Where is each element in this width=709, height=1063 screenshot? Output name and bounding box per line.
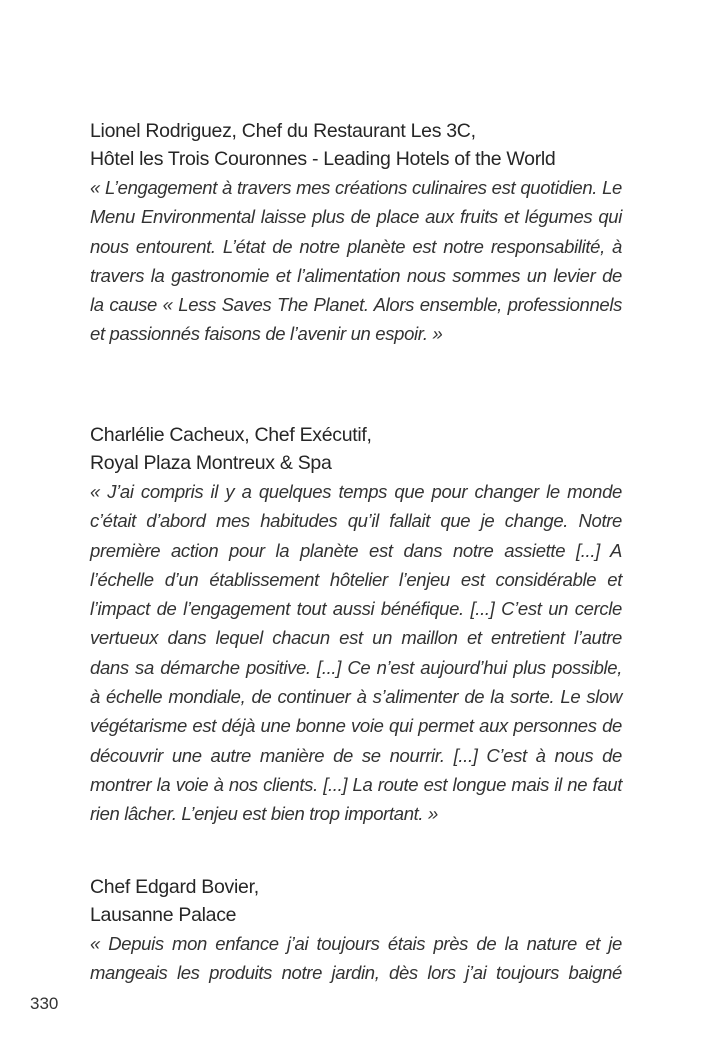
heading-line-name: Chef Edgard Bovier, — [90, 876, 259, 898]
testimonial-bovier — [90, 873, 622, 988]
heading-line-venue: Royal Plaza Montreux & Spa — [90, 452, 332, 474]
testimonial-quote: « L’engagement à travers mes créations culinaires est quotidien. Le Menu Environmental laisse plus de place aux fruits et légumes qui nous entourent. L’état de notre planète est notre responsabilité, à travers la gastronomie et l’alimentation nous sommes un levier de la cause « Less Saves The Planet. Alors ensemble, professionnels et passionnés faisons de l’avenir un espoir. » — [90, 177, 622, 345]
testimonial-heading — [90, 117, 622, 173]
testimonial-heading — [90, 421, 622, 477]
heading-line-name: Lionel Rodriguez, Chef du Restaurant Les 3C, — [90, 120, 476, 142]
testimonial-heading — [90, 873, 622, 929]
page-number: 330 — [30, 994, 59, 1013]
testimonial-quote: « Depuis mon enfance j’ai toujours étais près de la nature et je mangeais les produits notre jardin, dès lors j’ai toujours baigné — [90, 933, 622, 984]
testimonial-quote: « J’ai compris il y a quelques temps que pour changer le monde c’était d’abord mes habitudes qu’il fallait que je change. Notre première action pour la planète est dans notre assiette [...] A l’échelle d’un établissement hôtelier l’enjeu est considérable et l’impact de l’engagement tout aussi bénéfique. [...] C’est un cercle vertueux dans lequel chacun est un maillon et entretient l’autre dans sa démarche positive. [...] Ce n’est aujourd’hui plus possible, à échelle mondiale, de continuer à s’alimenter de la sorte. Le slow végétarisme est déjà une bonne voie qui permet aux personnes de découvrir une autre manière de se nourrir. [...] C’est à nous de montrer la voie à nos clients. [...] La route est longue mais il ne faut rien lâcher. L’enjeu est bien trop important. » — [90, 481, 622, 825]
testimonial-rodriguez — [90, 117, 622, 349]
heading-line-venue: Hôtel les Trois Couronnes - Leading Hotels of the World — [90, 148, 556, 170]
testimonial-cacheux — [90, 421, 622, 829]
heading-line-venue: Lausanne Palace — [90, 904, 237, 926]
heading-line-name: Charlélie Cacheux, Chef Exécutif, — [90, 424, 372, 446]
